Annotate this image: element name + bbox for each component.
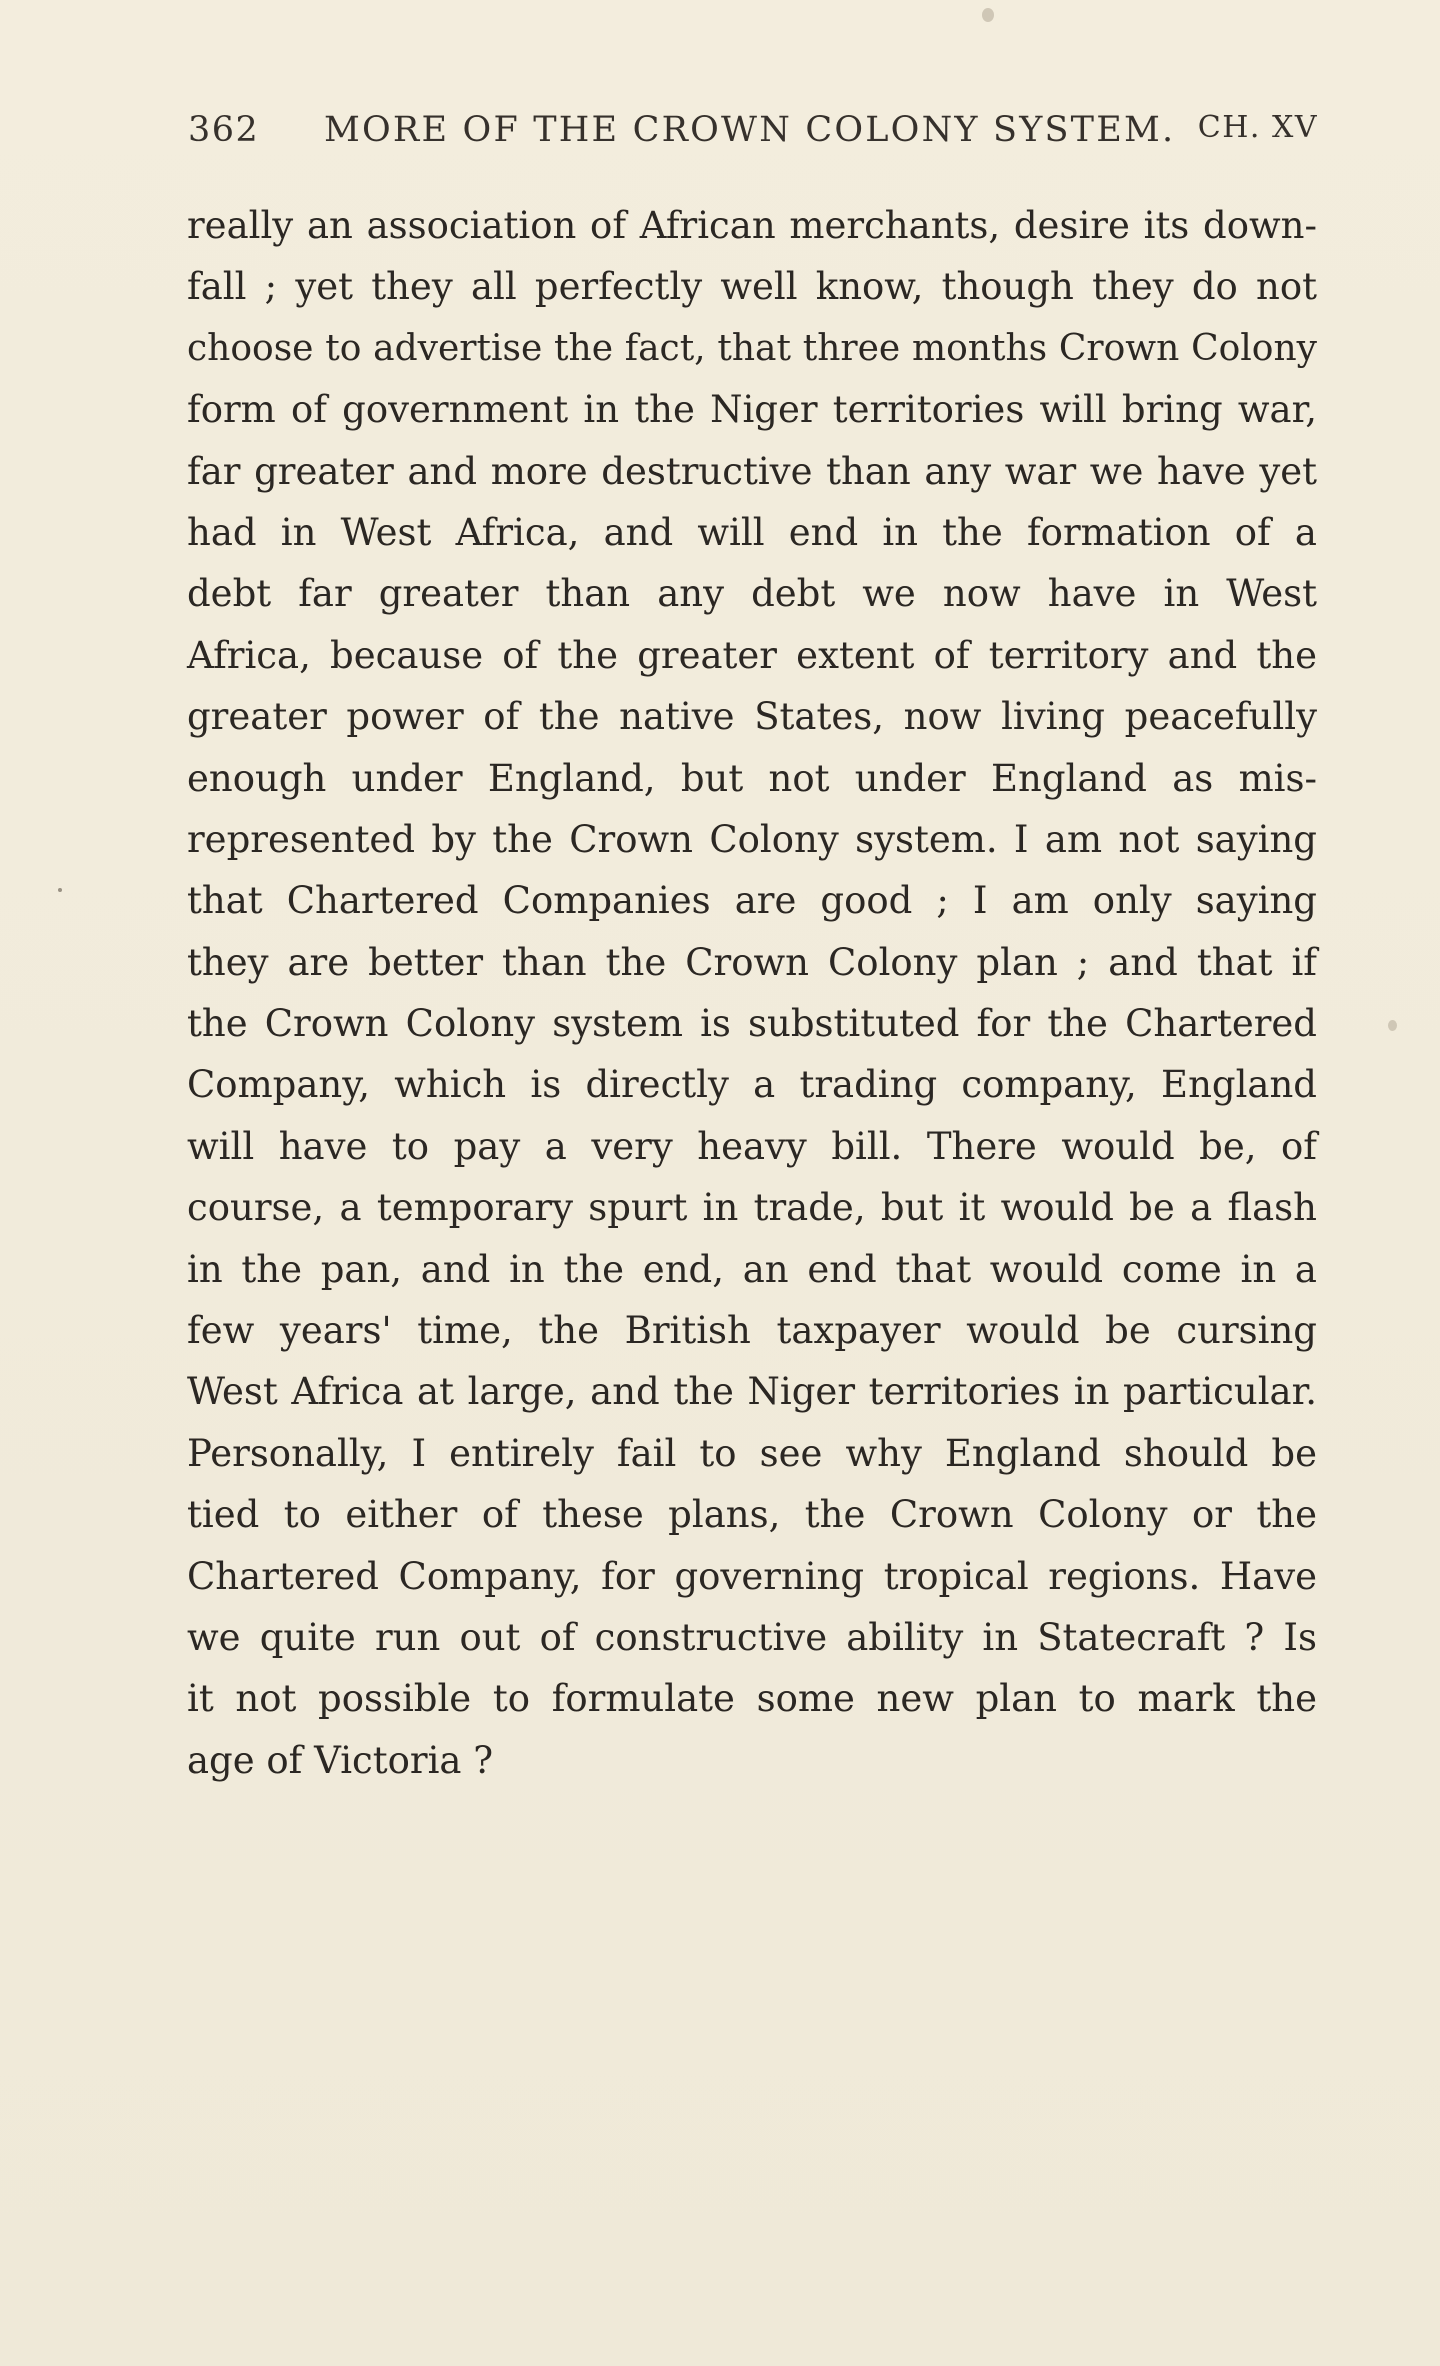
paper-speck	[58, 888, 62, 892]
text-line: that Chartered Companies are good ; I am only saying	[187, 879, 1317, 923]
chapter-reference: CH. XV	[1197, 110, 1318, 145]
text-line: will have to pay a very heavy bill. There would be, of	[187, 1124, 1317, 1168]
text-line: tied to either of these plans, the Crown Colony or the	[187, 1493, 1317, 1537]
text-line: in the pan, and in the end, an end that would come in a	[187, 1247, 1317, 1291]
text-line: they are better than the Crown Colony plan ; and that if	[187, 940, 1317, 984]
text-line: course, a temporary spurt in trade, but it would be a flash	[187, 1186, 1317, 1230]
text-line-last: age of Victoria ?	[187, 1738, 494, 1782]
text-line: represented by the Crown Colony system. I am not saying	[187, 817, 1317, 861]
text-line: Personally, I entirely fail to see why England should be	[187, 1431, 1317, 1475]
body-text	[187, 195, 1317, 1791]
text-line: debt far greater than any debt we now have in West	[187, 572, 1317, 616]
text-line: Africa, because of the greater extent of territory and the	[187, 633, 1317, 677]
text-line: greater power of the native States, now living peacefully	[187, 695, 1317, 739]
running-header	[188, 110, 1318, 160]
text-line: fall ; yet they all perfectly well know, though they do not	[187, 265, 1317, 309]
page-number: 362	[188, 110, 260, 150]
text-line: the Crown Colony system is substituted for the Chartered	[187, 1002, 1317, 1046]
text-line: really an association of African merchants, desire its down-	[187, 204, 1317, 247]
text-line: it not possible to formulate some new plan to mark the	[187, 1677, 1317, 1721]
text-line: choose to advertise the fact, that three months Crown Colony	[187, 327, 1317, 369]
paper-speck	[1388, 1020, 1397, 1031]
paper-speck	[982, 8, 994, 22]
text-line: we quite run out of constructive ability in Statecraft ? Is	[187, 1615, 1317, 1659]
text-line: Chartered Company, for governing tropical regions. Have	[187, 1554, 1317, 1598]
text-line: few years' time, the British taxpayer would be cursing	[187, 1309, 1317, 1353]
running-title: MORE OF THE CROWN COLONY SYSTEM.	[324, 110, 1176, 150]
text-line: Company, which is directly a trading company, England	[187, 1063, 1317, 1107]
text-line: West Africa at large, and the Niger territories in particular.	[187, 1370, 1317, 1414]
text-line: enough under England, but not under England as mis-	[187, 756, 1317, 800]
text-line: form of government in the Niger territories will bring war,	[187, 388, 1317, 432]
text-line: had in West Africa, and will end in the formation of a	[187, 510, 1317, 554]
text-line: far greater and more destructive than any war we have yet	[187, 449, 1317, 493]
